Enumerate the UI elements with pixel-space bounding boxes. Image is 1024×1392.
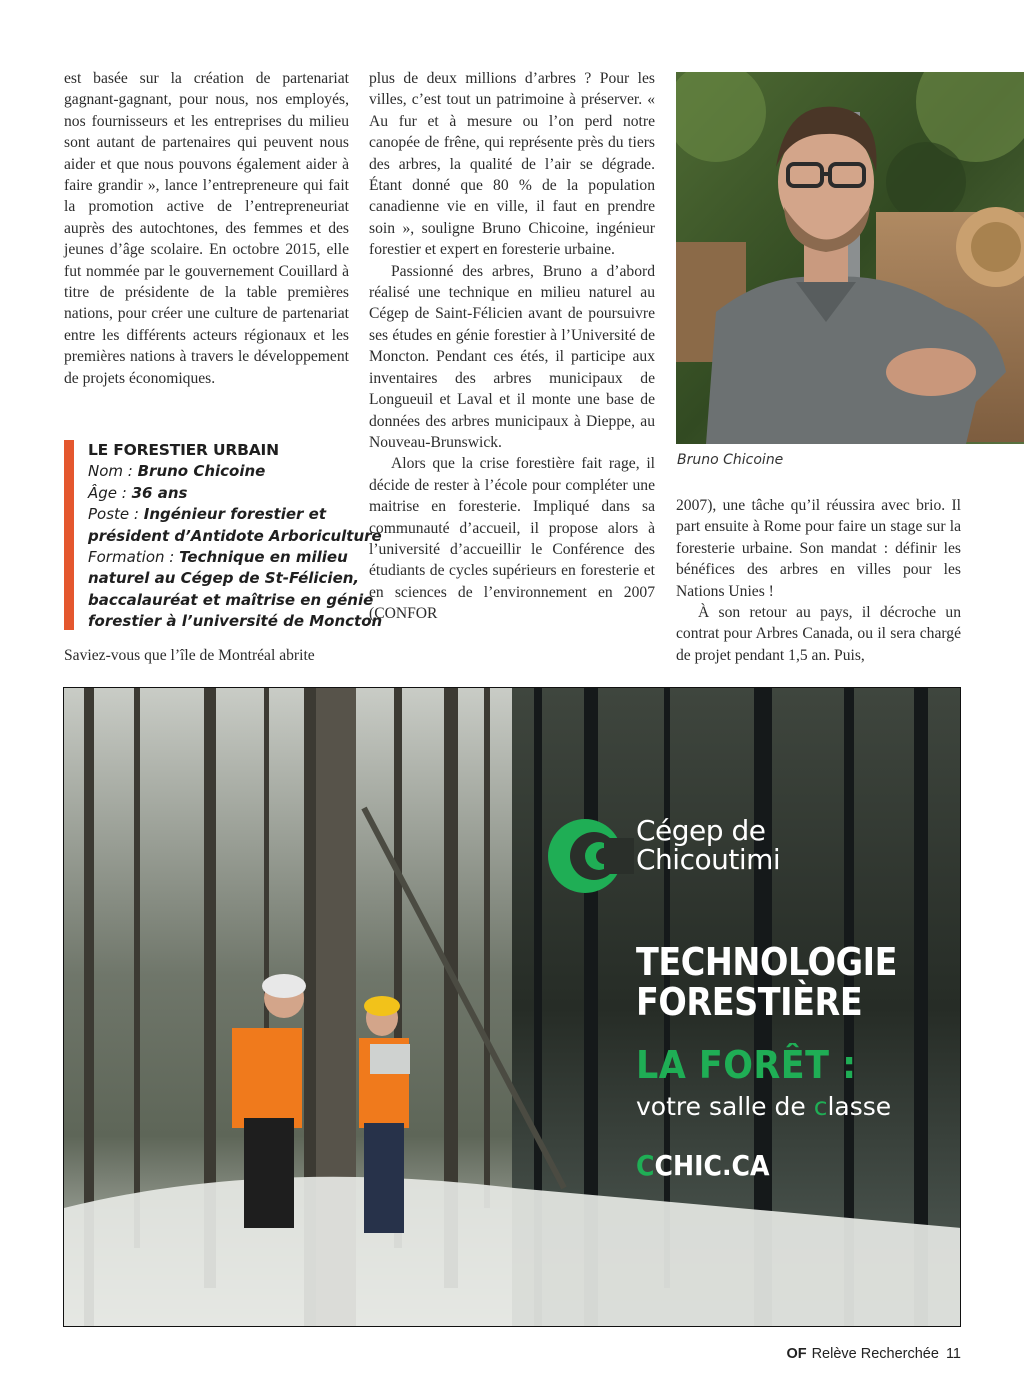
portrait-illustration (676, 72, 1024, 444)
ad-brand-name: Cégep de Chicoutimi (636, 814, 781, 876)
poste-value: Ingénieur forestier et (143, 505, 326, 524)
page-number: 11 (945, 1346, 961, 1362)
profile-sidebar (64, 440, 383, 631)
paragraph: plus de deux millions d’arbres ? Pour les villes, c’est tout un patrimoine à préserver. « Au fur et à mesure ou l’on perd notre canopée de frêne, qui représente près du tiers des arbres, la qualité de l’air se dégrade. Étant donné que 80 % de la population canadienne vie en ville, il faut en prendre soin », souligne Bruno Chicoine, ingénieur forestier et expert en foresterie urbaine. (369, 70, 655, 259)
sidebar-title: LE FORESTIER URBAIN (88, 441, 279, 459)
paragraph: Saviez-vous que l’île de Montréal abrite (64, 647, 315, 664)
section-name: Relève Recherchée (811, 1346, 939, 1362)
name-value: Bruno Chicoine (137, 462, 266, 481)
paragraph: Alors que la crise forestière fait rage, il décide de rester à l’école pour compléter une maitrise en foresterie. Impliqué dans sa communauté d’accueil, il propose alors à l’université d’accueillir le Conférence des étudiants de cycles supérieurs en foresterie et en sciences de l’environnement en 2007 (CONFOR (369, 455, 655, 623)
formation-value: Technique en milieu (179, 548, 348, 567)
portrait-caption: Bruno Chicoine (677, 452, 784, 468)
portrait-photo (676, 72, 1024, 444)
article-column-1 (64, 68, 349, 389)
name-label: Nom : (88, 462, 138, 481)
ad-tagline: LA FORÊT : (636, 1043, 857, 1087)
paragraph: Passionné des arbres, Bruno a d’abord réalisé une technique en milieu naturel au Cégep de Saint-Félicien avant de poursuivre ses études en génie forestier à l’Université de Moncton. Pendant ces étés, il participe aux inventaires des arbres municipaux de Longueuil et Laval et il monte une base de données des arbres municipaux à Dieppe, au Nouveau-Brunswick. (369, 262, 655, 451)
age-value: 36 ans (131, 483, 188, 502)
cegep-advertisement (63, 687, 961, 1327)
magazine-brand: OF (786, 1346, 807, 1362)
paragraph: est basée sur la création de partenariat gagnant-gagnant, pour nous, nos employés, nos fournisseurs et les entreprises du milieu sont autant de partenaires qui peuvent nous aider et que nous pouvons également aider à faire grandir », lance l’entrepreneure qui fait la promotion active de l’entrepreneuriat auprès des autochtones, des femmes et des jeunes d’âge scolaire. En octobre 2015, elle fut nommée par le gouvernement Couillard à titre de présidente de la table premières nations, pour créer une culture de partenariat entre les différents acteurs régionaux et les premières nations à travers le développement de projets économiques. (64, 70, 349, 387)
article-column-1-bottom (64, 645, 349, 666)
article-column-2 (369, 68, 655, 625)
paragraph: 2007), une tâche qu’il réussira avec brio. Il part ensuite à Rome pour faire un stage sur la foresterie urbaine. Son mandat : définir les bénéfices des arbres en villes pour les Nations Unies ! (676, 497, 961, 600)
poste-label: Poste : (88, 505, 144, 524)
formation-label: Formation : (88, 548, 180, 567)
article-column-3 (676, 495, 961, 666)
formation-value-cont: naturel au Cégep de St-Félicien, (88, 569, 360, 588)
ad-heading: TECHNOLOGIE FORESTIÈRE (636, 940, 898, 1024)
formation-value-cont: forestier à l’université de Moncton (88, 612, 383, 631)
page-footer (786, 1346, 961, 1362)
ad-url-link[interactable]: CCHIC.CA (636, 1149, 770, 1182)
paragraph: À son retour au pays, il décroche un contrat pour Arbres Canada, ou il sera chargé de projet pendant 1,5 an. Puis, (676, 604, 961, 664)
poste-value-cont: président d’Antidote Arboriculture (88, 526, 382, 545)
formation-value-cont: baccalauréat et maîtrise en génie (88, 590, 374, 609)
age-label: Âge : (88, 483, 132, 502)
ad-tagline-sub: votre salle de classe (636, 1092, 892, 1121)
